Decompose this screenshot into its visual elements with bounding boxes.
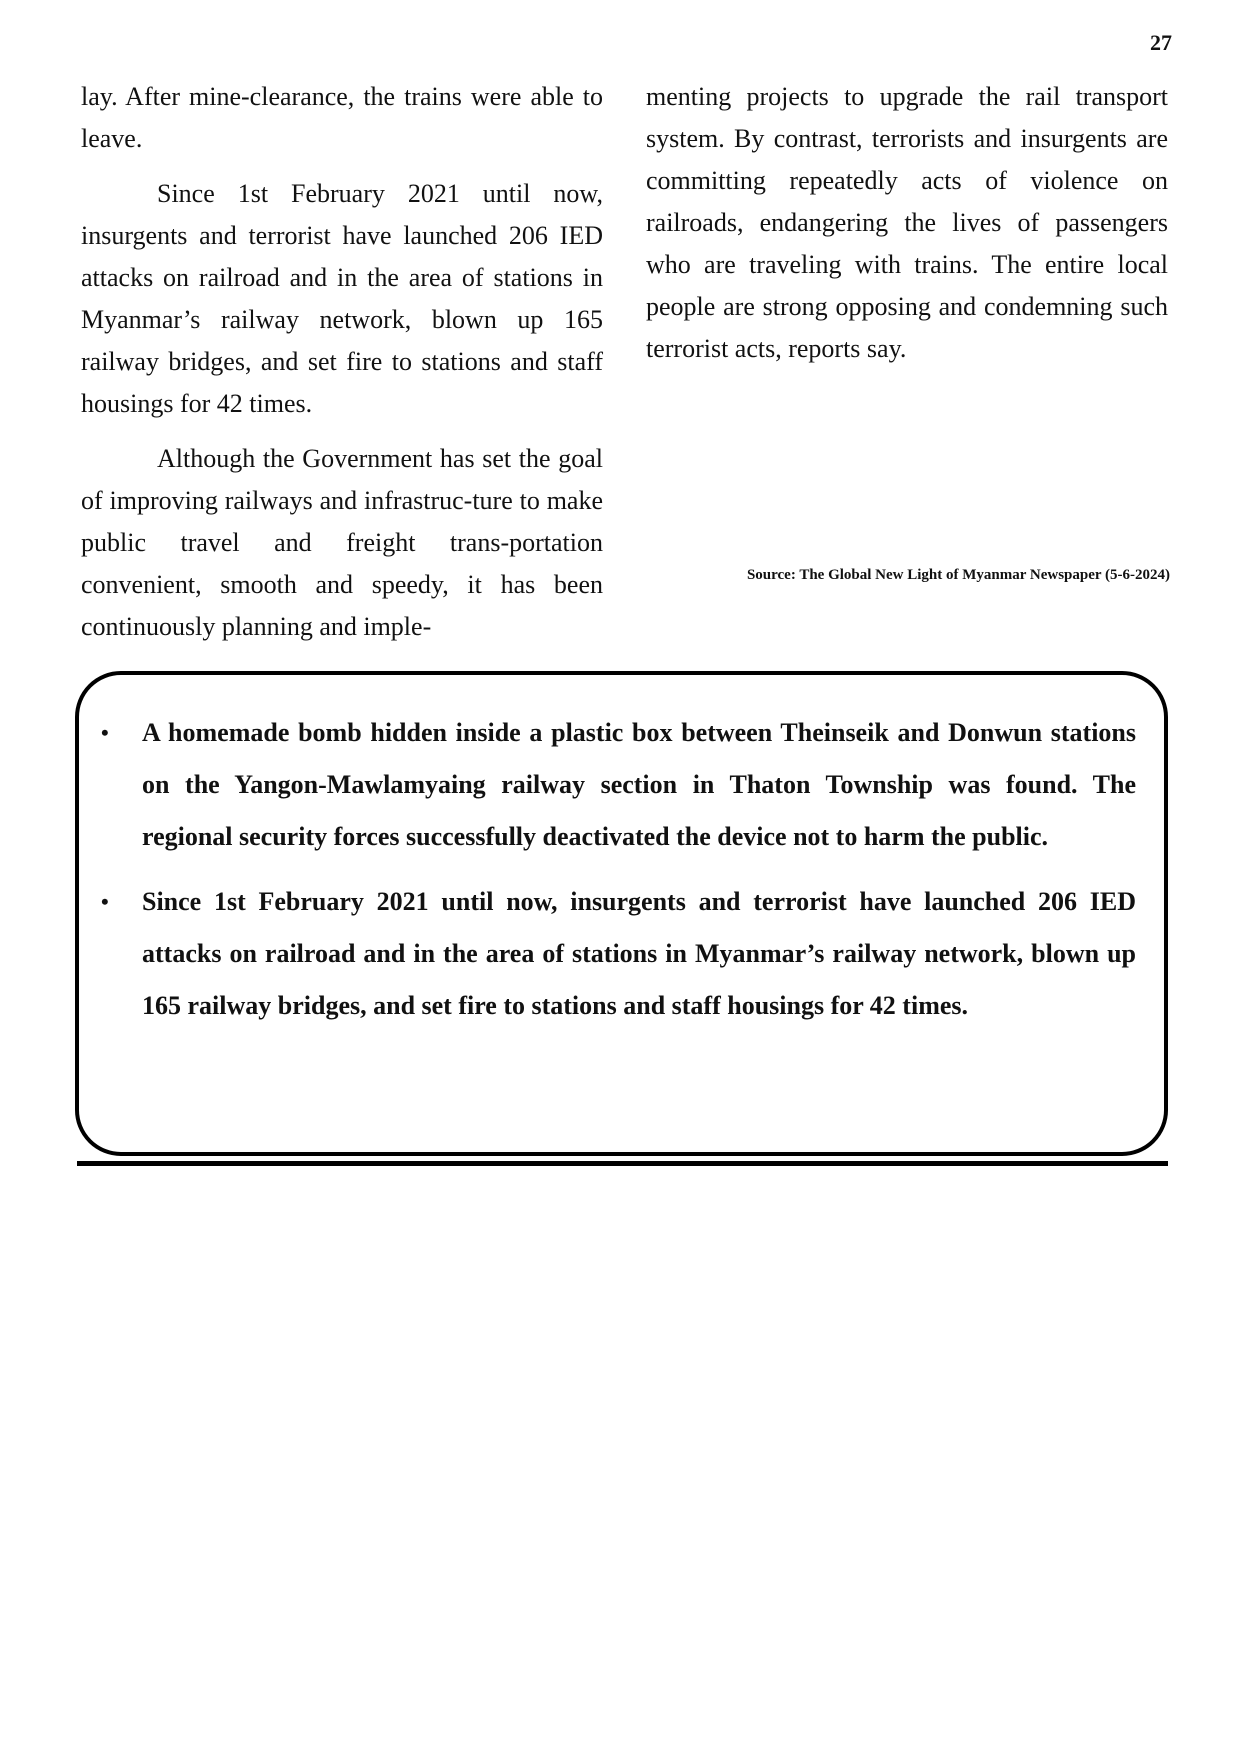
summary-item [79, 707, 1136, 863]
paragraph: lay. After mine-clearance, the trains were able to leave. [81, 82, 603, 153]
summary-list [79, 675, 1164, 1032]
summary-box [75, 671, 1168, 1156]
summary-item [79, 876, 1136, 1032]
summary-item-text: Since 1st February 2021 until now, insurgents and terrorist have launched 206 IED attacks on railroad and in the area of stations in Myanmar’s railway network, blown up 165 railway bridges, and set fire to stations and staff housings for 42 times. [142, 887, 1136, 1020]
left-text-column [81, 76, 603, 661]
paragraph: Since 1st February 2021 until now, insurgents and terrorist have launched 206 IED attacks on railroad and in the area of stations in Myanmar’s railway network, blown up 165 railway bridges, and set fire to stations and staff housings for 42 times. [81, 179, 603, 418]
source-citation: Source: The Global New Light of Myanmar Newspaper (5-6-2024) [746, 567, 1170, 583]
page-number: 27 [1150, 30, 1172, 55]
bullet-icon: • [101, 720, 109, 745]
right-text-column [646, 76, 1168, 383]
summary-item-text: A homemade bomb hidden inside a plastic box between Theinseik and Donwun stations on the Yangon-Mawlamyaing railway section in Thaton Township was found. The regional security forces successfully deactivated the device not to harm the public. [142, 718, 1136, 851]
bullet-icon: • [101, 889, 109, 914]
paragraph: Although the Government has set the goal of improving railways and infrastruc-ture to make public travel and freight trans-portation convenient, smooth and speedy, it has been continuously planning and imple- [81, 444, 603, 641]
horizontal-divider [77, 1161, 1168, 1166]
paragraph: menting projects to upgrade the rail transport system. By contrast, terrorists and insurgents are committing repeatedly acts of violence on railroads, endangering the lives of passengers who are traveling with trains. The entire local people are strong opposing and condemning such terrorist acts, reports say. [646, 82, 1168, 363]
